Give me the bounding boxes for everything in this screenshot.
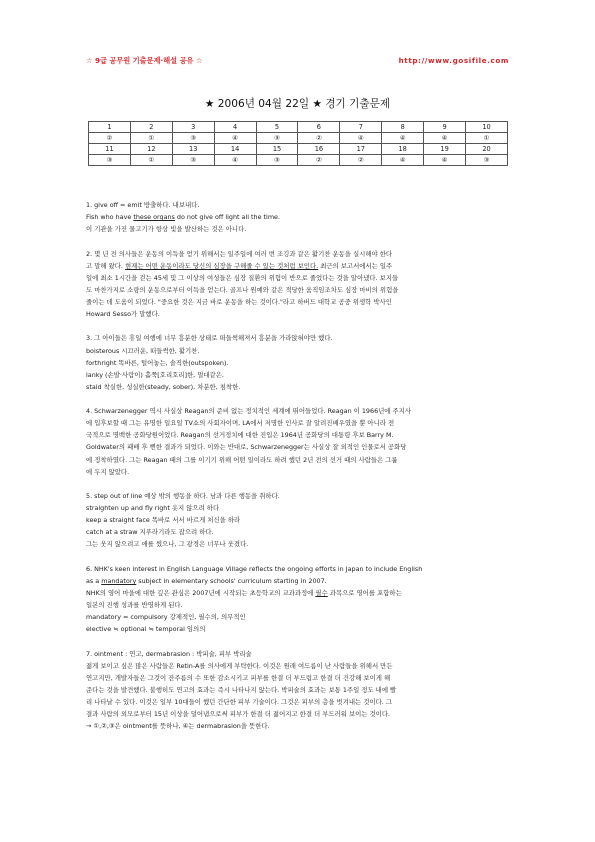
- explanation-line: mandatory = compulsory 강제적인, 필수의, 의무적인: [86, 613, 246, 622]
- question-explanation-q3: [86, 332, 509, 392]
- paragraph-gap: [86, 393, 509, 405]
- explanation-line: 2. 몇 년 전 의사들은 운동의 이득을 얻기 위해서는 일주일에 여러 번 조깅과 같은 활기찬 운동을 실시해야 한다: [86, 249, 393, 258]
- explanation-line: 일본의 진행 성과를 반영하게 된다.: [86, 601, 183, 610]
- question-number-cell: 14: [214, 144, 256, 155]
- explanation-line: 에 정착하였다. 그는 Reagan 때의 그를 이기기 위해 어떤 일이라도 하려 했던 2년 전의 선거 때의 사람들은 그룹: [86, 455, 398, 464]
- question-number-cell: 2: [130, 122, 172, 133]
- page-header: [86, 56, 509, 68]
- question-number-cell: 5: [256, 122, 298, 133]
- answer-choice-row: [89, 133, 508, 144]
- question-explanation-q1: [86, 199, 509, 235]
- question-number-cell: 17: [340, 144, 382, 155]
- answer-cell: ④: [340, 133, 382, 144]
- answer-cell: ④: [382, 133, 424, 144]
- question-explanation-q6: [86, 563, 509, 636]
- answer-cell: ④: [214, 155, 256, 166]
- explanation-line: lanky (손발·사람이) 홀쭉[호리호리]한, 멀대같은.: [86, 370, 224, 379]
- answer-key-table: [88, 121, 508, 166]
- underlined-text: mandatory: [101, 576, 137, 585]
- explanation-line: NHK의 영어 마을에 대한 깊은 관심은 2007년에 시작되는 초등학교의 교과과정에 필수 과목으로 영어를 포함하는: [86, 589, 402, 598]
- question-number-cell: 6: [298, 122, 340, 133]
- explanation-line: 일에 최소 1시간을 걷는 45세 및 그 이상의 여성들은 심장 질환의 위험이 반으로 줄었다는 것을 알아냈다. 보지들: [86, 273, 399, 282]
- explanation-line: 3. 그 아이들은 휴일 여행에 너무 흥분한 상태로 떠들썩해져서 흥분을 가라앉혀야만 했다.: [86, 334, 333, 343]
- header-url-link[interactable]: http://www.gosifile.com: [398, 56, 509, 65]
- answer-cell: ④: [214, 133, 256, 144]
- explanation-line: Goldwater의 패배 후 뻔한 결과가 되었다. 이와는 반대로, Schwarzenegger는 사실상 잘 외적인 인물로서 공화당: [86, 443, 407, 452]
- explanation-line: 젊게 보이고 싶은 많은 사람들은 Retin-A를 의사에게 부탁한다. 이것은 원래 여드름이 난 사람들을 위해서 만든: [86, 661, 393, 670]
- answer-cell: ④: [382, 155, 424, 166]
- explanation-line: 줄이는 데 도움이 되었다. "중요한 것은 지금 바로 운동을 하는 것이다."라고 하버드 대학교 공중 위생학 박사인: [86, 297, 392, 306]
- explanation-line: 도 마찬가지로 소량의 운동으로부터 이득을 얻는다. 골프나 원예와 같은 적당한 움직임조차도 심장 마비의 위험을: [86, 285, 399, 294]
- question-number-cell: 7: [340, 122, 382, 133]
- explanation-line: staid 착실한, 성실한(steady, sober), 차분한, 침착한.: [86, 382, 241, 391]
- underlined-text: these organs: [133, 213, 175, 222]
- explanation-line: 4. Schwarzenegger 역시 사실상 Reagan의 준비 없는 정치적인 세계에 뛰어들었다. Reagan 이 1966년에 주지사: [86, 407, 412, 416]
- answer-cell: ③: [256, 155, 298, 166]
- explanation-line: 고 말해 왔다. 현재는 어떤 운동이라도 당신의 심장을 구해줄 수 있는 것처럼 보인다. 최근의 보고서에서는 일주: [86, 261, 393, 270]
- question-explanation-q7: [86, 648, 509, 733]
- underlined-text: 현재는 어떤 운동이라도 당신의 심장을 구해줄 수 있는 것처럼 보인다.: [125, 261, 319, 270]
- question-number-cell: 19: [424, 144, 466, 155]
- explanation-line: 이 기관을 가진 물고기가 항상 빛을 발산하는 것은 아니다.: [86, 225, 247, 234]
- answer-cell: ①: [130, 133, 172, 144]
- question-number-cell: 1: [89, 122, 131, 133]
- explanation-line: Fish who have these organs do not give off light all the time.: [86, 213, 281, 222]
- answer-number-row: [89, 144, 508, 155]
- answer-cell: ③: [256, 133, 298, 144]
- explanation-line: catch at a straw 지푸라기라도 잡으려 하다.: [86, 528, 214, 537]
- answer-cell: ②: [89, 133, 131, 144]
- answer-number-row: [89, 122, 508, 133]
- explanation-line: 그는 웃지 않으려고 애를 썼으나, 그 광경은 너무나 웃겼다.: [86, 540, 249, 549]
- question-number-cell: 20: [466, 144, 508, 155]
- answer-cell: ①: [466, 133, 508, 144]
- explanation-line: straighten up and fly right 옷지 않으려 하다: [86, 504, 220, 513]
- paragraph-gap: [86, 478, 509, 490]
- answer-cell: ③: [172, 155, 214, 166]
- explanation-line: elective ≒ optional ≒ temporal 임의의: [86, 625, 206, 634]
- answer-cell: ②: [340, 155, 382, 166]
- answer-cell: ③: [466, 155, 508, 166]
- question-number-cell: 4: [214, 122, 256, 133]
- question-number-cell: 10: [466, 122, 508, 133]
- question-number-cell: 9: [424, 122, 466, 133]
- explanation-line: 에 입후보할 때 그는 유명한 일요일 TV쇼의 사회자이며, LA에서 저명한 인사로 잘 알려진배우였을 뿐 아니라 전: [86, 419, 395, 428]
- explanation-line: 6. NHK's keen interest in English Language Village reflects the ongoing efforts in Japan to include English: [86, 564, 423, 573]
- question-number-cell: 15: [256, 144, 298, 155]
- explanation-line: Howard Sesso가 말했다.: [86, 310, 160, 319]
- explanation-line: 리 나타날 수 있다. 이것은 일부 10대들이 했던 간단한 피부 기술이다. 그것은 피부의 층을 벗겨내는 것이다. 그: [86, 698, 393, 707]
- explanations-body: [86, 199, 509, 732]
- header-left-text: ☆ 9급 공무원 기출문제·해설 공유 ☆: [86, 56, 203, 65]
- explanation-line: 5. step out of line 예상 밖의 행동을 하다. 남과 다른 행동을 취하다.: [86, 492, 280, 501]
- explanation-line: as a mandatory subject in elementary schools' curriculum starting in 2007.: [86, 576, 327, 585]
- paragraph-gap: [86, 551, 509, 563]
- question-number-cell: 13: [172, 144, 214, 155]
- explanation-line: boisterous 시끄러운, 떠들썩한, 활기찬.: [86, 346, 200, 355]
- question-number-cell: 16: [298, 144, 340, 155]
- explanation-line: 1. give off = emit 방출하다. 내보내다.: [86, 201, 200, 209]
- document-title: ★ 2006년 04월 22일 ★ 경기 기출문제: [204, 98, 391, 110]
- question-explanation-q5: [86, 490, 509, 550]
- question-number-cell: 8: [382, 122, 424, 133]
- answer-cell: ④: [424, 133, 466, 144]
- answer-choice-row: [89, 155, 508, 166]
- explanation-line: 결과 사람의 외모로부터 15년 이상을 덜어냄으로써 피부가 한결 더 젊어지고 한결 더 부드러워 보이는 것이다.: [86, 710, 391, 719]
- answer-cell: ②: [298, 155, 340, 166]
- answer-cell: ①: [130, 155, 172, 166]
- paragraph-gap: [86, 635, 509, 647]
- answer-cell: ③: [89, 155, 131, 166]
- explanation-line: 준다는 것을 발견했다. 불행히도 연고의 효과는 즉시 나타나지 않는다. 박피술의 효과는 보통 1주일 정도 내에 빨: [86, 685, 397, 694]
- question-number-cell: 12: [130, 144, 172, 155]
- explanation-line: 국적으로 명백한 공화당원이었다. Reagan의 선거정치에 대한 진입은 1964년 공화당의 대통령 후보 Barry M.: [86, 431, 394, 440]
- explanation-line: 7. ointment : 연고, dermabrasion : 박피술, 피부 박리술: [86, 649, 252, 658]
- paragraph-gap: [86, 235, 509, 247]
- explanation-line: keep a straight face 똑바로 서서 바르게 처신을 하라: [86, 516, 241, 525]
- answer-cell: ②: [298, 133, 340, 144]
- explanation-line: forthright 똑바른, 털어놓는, 솔직한(outspoken).: [86, 358, 229, 367]
- paragraph-gap: [86, 320, 509, 332]
- question-explanation-q4: [86, 405, 509, 478]
- answer-cell: ③: [172, 133, 214, 144]
- question-number-cell: 3: [172, 122, 214, 133]
- question-explanation-q2: [86, 248, 509, 321]
- answer-cell: ④: [424, 155, 466, 166]
- explanation-line: 연고지만, 개발자들은 그것이 잔주름의 수 또한 감소시키고 피부를 한결 더 부드럽고 한결 더 건강해 보이게 해: [86, 673, 391, 682]
- question-number-cell: 18: [382, 144, 424, 155]
- underlined-text: 필수: [315, 589, 328, 598]
- question-number-cell: 11: [89, 144, 131, 155]
- explanation-line: 에 두지 않았다.: [86, 467, 130, 476]
- explanation-line: → ①,②,③은 ointment를 뜻하나, ④는 dermabrasion을 뜻한다.: [86, 722, 270, 731]
